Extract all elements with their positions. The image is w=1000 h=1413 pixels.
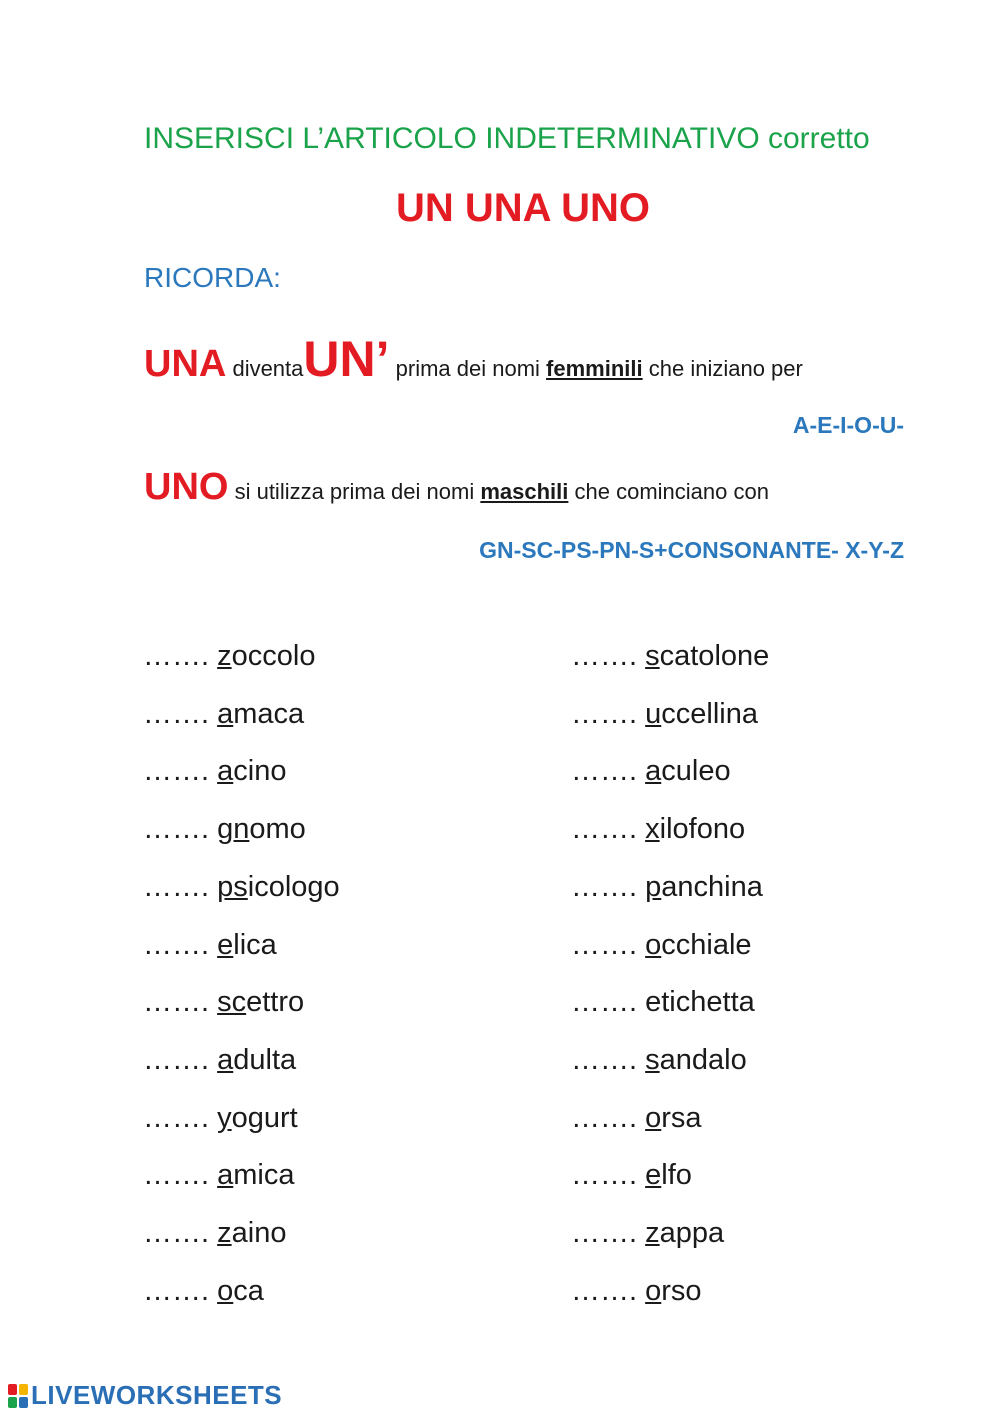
word-rest: maca: [233, 697, 305, 730]
article-blank[interactable]: …….: [143, 755, 218, 788]
word-rest: etichetta: [645, 986, 755, 1019]
article-blank[interactable]: …….: [143, 1159, 218, 1192]
word-initial: e: [217, 928, 234, 961]
rule-una-text-2: prima dei nomi: [395, 356, 540, 381]
right-word-row: [571, 640, 769, 673]
word-rest: rso: [661, 1274, 702, 1307]
rule-uno-line: [144, 466, 769, 509]
left-word-row: [143, 813, 306, 846]
worksheet-title: INSERISCI L’ARTICOLO INDETERMINATIVO corretto: [144, 122, 870, 155]
rule-uno-word: UNO: [144, 466, 229, 508]
word-rest: occolo: [231, 640, 316, 672]
left-word-row: [143, 1102, 298, 1135]
left-word-row: [143, 1044, 296, 1077]
word-initial: a: [217, 1159, 234, 1192]
rule-uno-text-2: che cominciano con: [574, 479, 769, 504]
article-blank[interactable]: …….: [143, 813, 218, 846]
article-blank[interactable]: …….: [143, 870, 218, 903]
word-initial: p: [645, 870, 662, 903]
article-blank[interactable]: …….: [571, 755, 646, 788]
word-rest: lfo: [661, 1159, 692, 1192]
liveworksheets-logo-icon: [8, 1384, 28, 1408]
right-word-row: [571, 1044, 747, 1077]
word-rest: ilofono: [659, 813, 746, 846]
word-rest: anchina: [661, 870, 763, 903]
article-blank[interactable]: …….: [571, 870, 646, 903]
article-blank[interactable]: …….: [571, 1274, 646, 1307]
left-word-row: [143, 698, 304, 731]
word-rest: ettro: [246, 986, 305, 1019]
word-initial: o: [645, 1274, 662, 1307]
right-word-row: [571, 1102, 702, 1135]
word-rest: icologo: [247, 870, 340, 903]
rule-maschili: maschili: [480, 479, 569, 504]
word-rest: cino: [233, 755, 287, 788]
left-word-row: [143, 640, 315, 673]
word-initial: o: [645, 1101, 662, 1134]
word-rest: catolone: [659, 640, 770, 672]
word-rest: culeo: [661, 755, 731, 788]
word-initial: z: [217, 1217, 232, 1249]
word-initial: z: [217, 640, 232, 672]
word-initial: a: [217, 1043, 234, 1076]
word-initial: e: [645, 1159, 662, 1192]
rule-una-text: diventa: [232, 356, 304, 381]
word-initial: gn: [217, 813, 250, 846]
article-blank[interactable]: …….: [571, 813, 646, 846]
article-blank[interactable]: …….: [571, 1101, 646, 1134]
word-initial: o: [217, 1274, 234, 1307]
left-word-row: [143, 1159, 295, 1192]
word-rest: omo: [249, 813, 306, 846]
word-rest: ccellina: [661, 697, 758, 730]
word-rest: aino: [231, 1217, 287, 1249]
right-word-row: [571, 1275, 702, 1308]
right-word-row: [571, 1217, 724, 1250]
article-blank[interactable]: …….: [571, 928, 646, 961]
word-initial: z: [645, 1217, 660, 1249]
left-word-row: [143, 1275, 264, 1308]
word-initial: x: [645, 813, 660, 846]
article-blank[interactable]: …….: [143, 1217, 218, 1249]
left-word-row: [143, 871, 340, 904]
word-rest: ca: [233, 1274, 264, 1307]
article-blank[interactable]: …….: [143, 1043, 218, 1076]
right-word-row: [571, 813, 745, 846]
right-word-row: [571, 1159, 692, 1192]
rule-femminili: femminili: [546, 356, 643, 381]
article-blank[interactable]: …….: [571, 1217, 646, 1249]
rule-uno-letters: GN-SC-PS-PN-S+CONSONANTE- X-Y-Z: [479, 537, 904, 563]
rule-una-letters: A-E-I-O-U-: [792, 412, 904, 438]
left-word-row: [143, 986, 304, 1019]
article-blank[interactable]: …….: [143, 1274, 218, 1307]
word-initial: s: [645, 1043, 660, 1076]
article-blank[interactable]: …….: [571, 640, 646, 672]
word-initial: o: [645, 928, 662, 961]
right-word-row: [571, 755, 731, 788]
word-rest: dulta: [233, 1043, 297, 1076]
article-blank[interactable]: …….: [143, 928, 218, 961]
word-initial: u: [645, 697, 662, 730]
article-blank[interactable]: …….: [143, 1101, 218, 1134]
liveworksheets-brand: LIVEWORKSHEETS: [31, 1380, 283, 1410]
article-blank[interactable]: …….: [571, 697, 646, 730]
right-word-row: [571, 698, 758, 731]
word-initial: sc: [217, 986, 247, 1019]
article-blank[interactable]: …….: [571, 986, 646, 1019]
article-blank[interactable]: …….: [143, 640, 218, 672]
liveworksheets-logo: [8, 1380, 282, 1411]
article-blank[interactable]: …….: [571, 1043, 646, 1076]
word-initial: a: [217, 755, 234, 788]
right-word-row: [571, 929, 752, 962]
word-rest: cchiale: [661, 928, 752, 961]
rule-una-word: UNA: [144, 343, 227, 385]
article-blank[interactable]: …….: [143, 697, 218, 730]
article-blank[interactable]: …….: [143, 986, 218, 1019]
word-rest: mica: [233, 1159, 295, 1192]
word-rest: rsa: [661, 1101, 702, 1134]
word-initial: ps: [217, 870, 248, 903]
remember-label: RICORDA:: [144, 262, 281, 293]
rule-una-text-3: che iniziano per: [648, 356, 803, 381]
rule-un-apostrophe-word: UN’: [303, 331, 390, 387]
left-word-row: [143, 755, 286, 788]
articles-heading: UN UNA UNO: [395, 186, 651, 230]
word-rest: ogurt: [231, 1101, 298, 1134]
word-initial: a: [217, 697, 234, 730]
word-initial: a: [645, 755, 662, 788]
right-word-row: [571, 871, 763, 904]
rule-uno-text: si utilizza prima dei nomi: [234, 479, 475, 504]
word-rest: andalo: [659, 1043, 747, 1076]
right-word-row: [571, 986, 755, 1019]
left-word-row: [143, 1217, 286, 1250]
word-initial: s: [645, 640, 660, 672]
rule-una-line: [144, 330, 803, 388]
word-initial: y: [217, 1101, 232, 1134]
word-rest: lica: [233, 928, 277, 961]
left-word-row: [143, 929, 277, 962]
word-rest: appa: [659, 1217, 725, 1249]
article-blank[interactable]: …….: [571, 1159, 646, 1192]
